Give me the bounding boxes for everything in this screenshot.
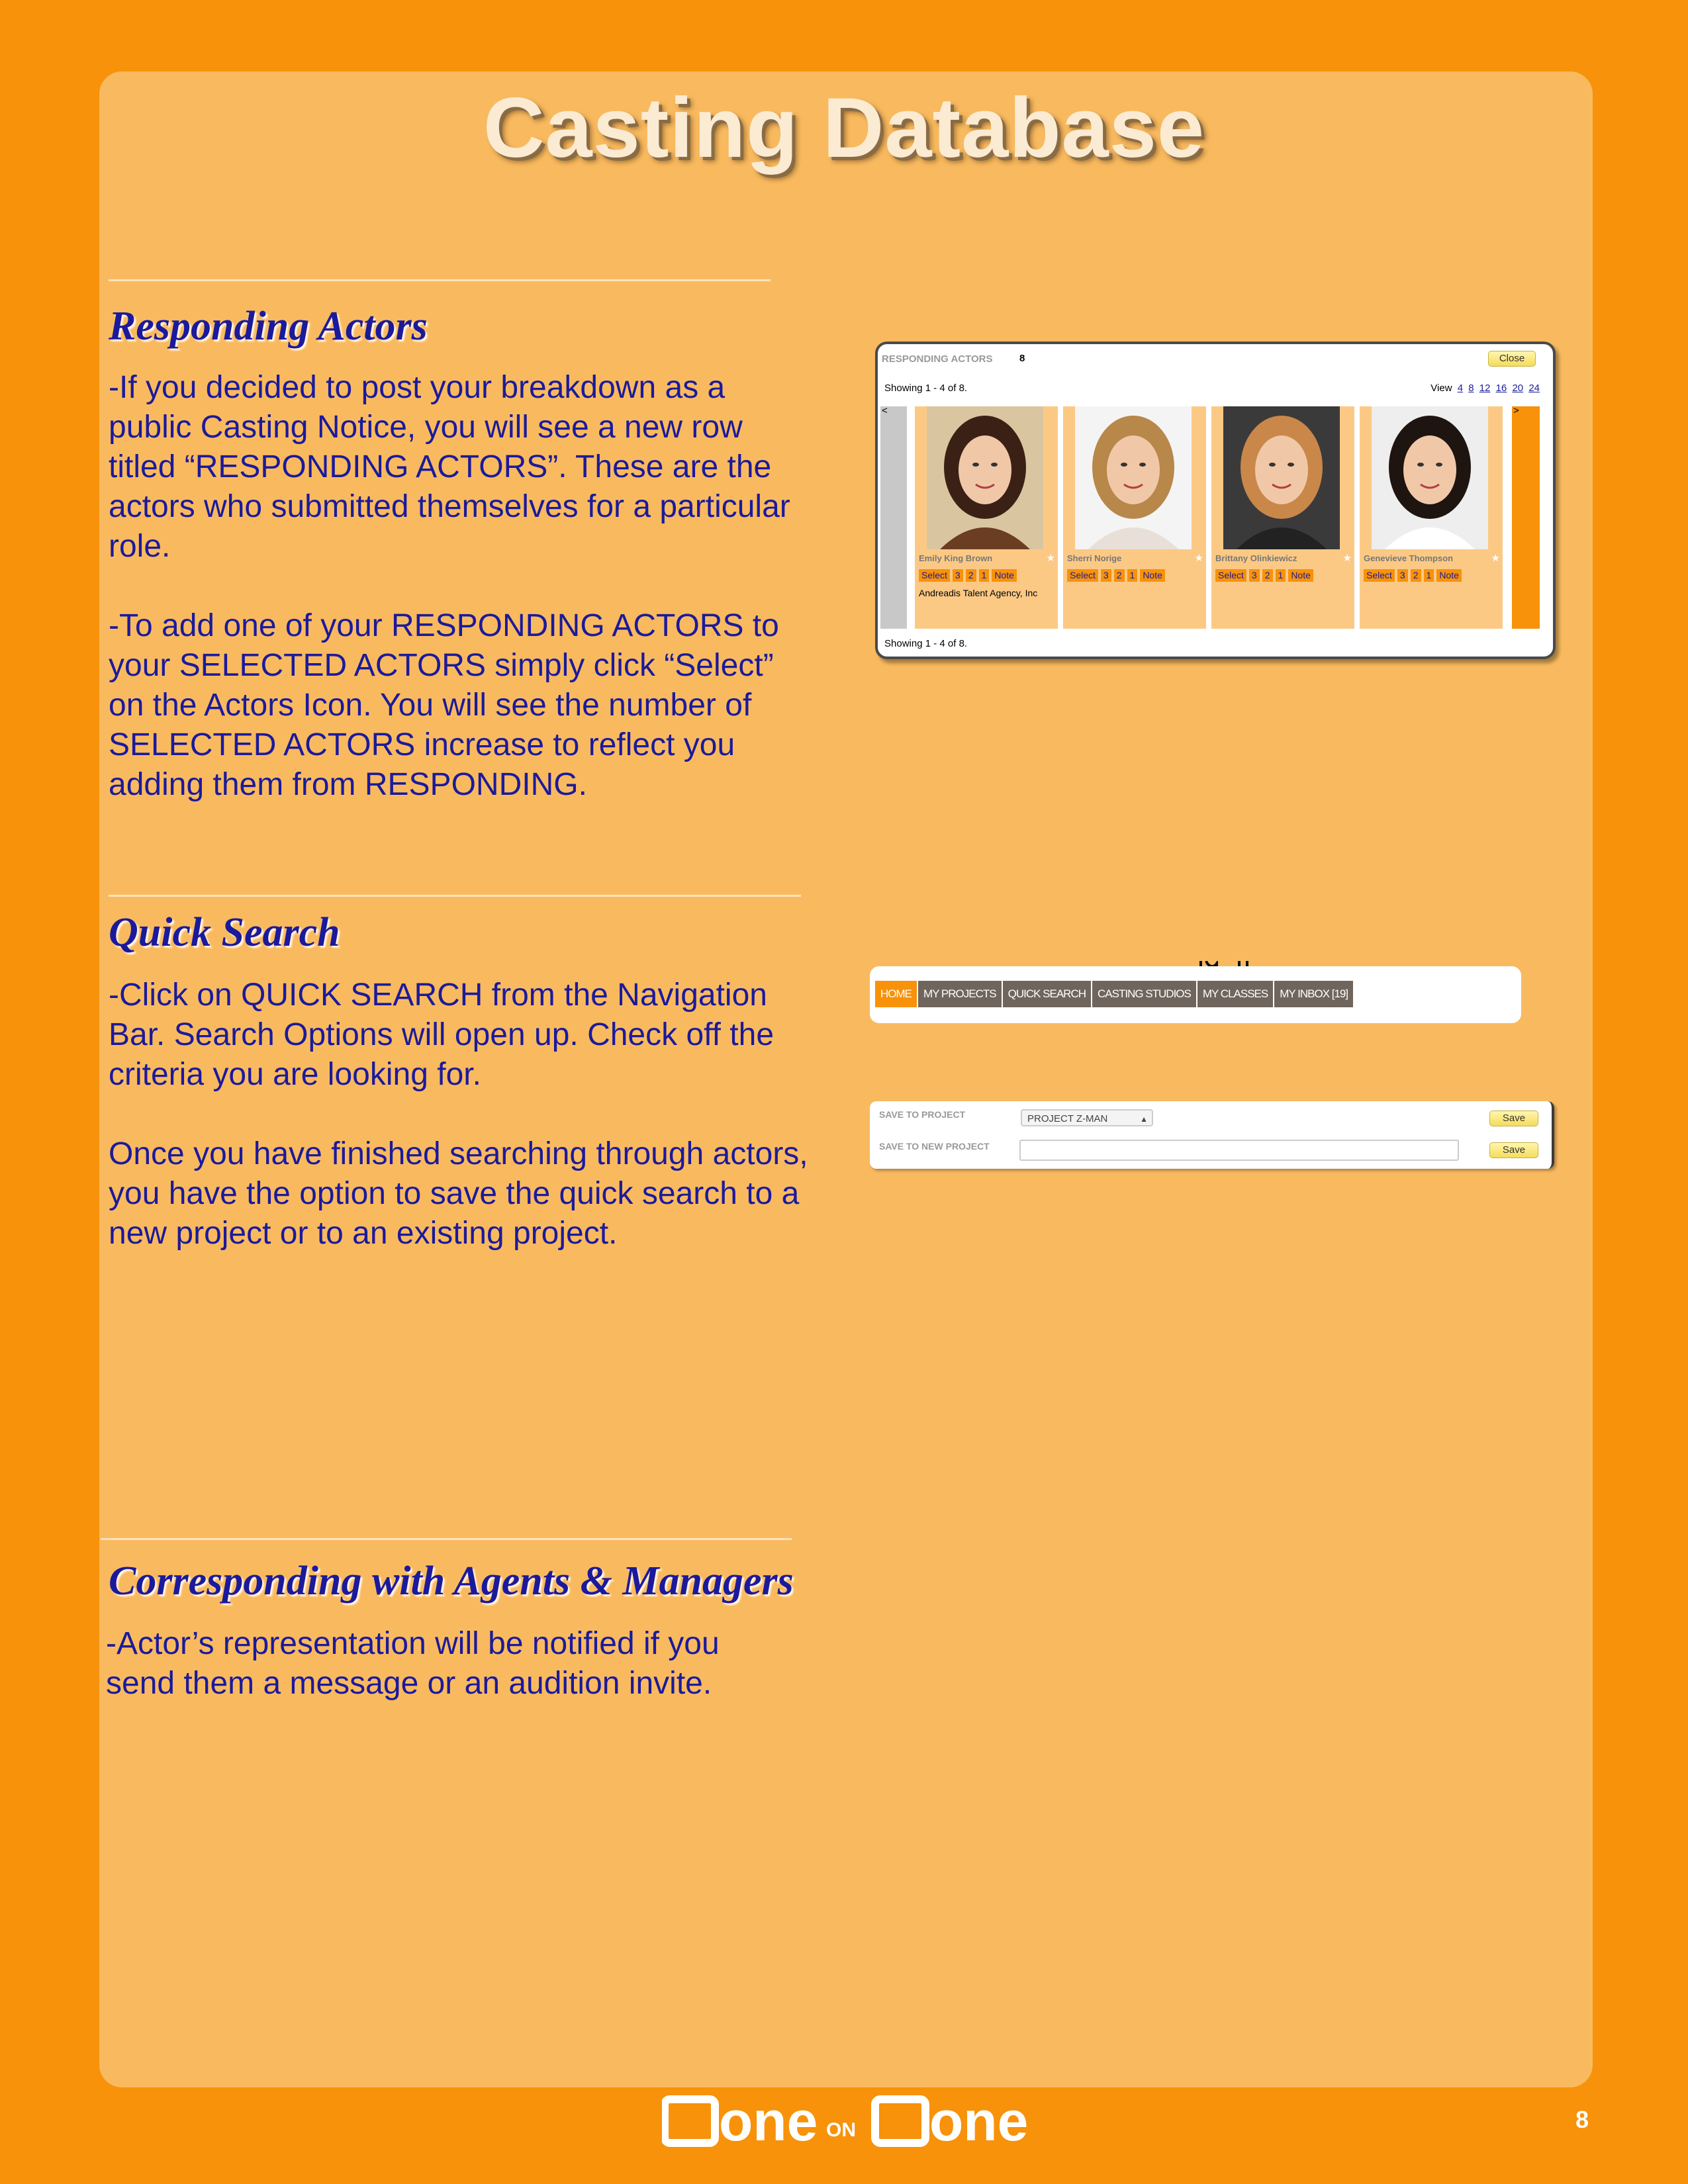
responding-count: 8 (1019, 353, 1025, 364)
save-to-project-label: SAVE TO PROJECT (879, 1109, 966, 1120)
nav-bar (875, 981, 1354, 1007)
view-option-16[interactable]: 16 (1495, 383, 1507, 394)
select-button[interactable]: Select (1215, 569, 1246, 582)
new-project-input[interactable] (1019, 1140, 1459, 1161)
actor-name[interactable]: Emily King Brown (919, 553, 993, 563)
view-option-20[interactable]: 20 (1512, 383, 1524, 394)
rank-2-button[interactable]: 2 (1262, 569, 1273, 582)
logo-right-word: one (929, 2091, 1029, 2151)
save-new-button[interactable]: Save (1489, 1142, 1538, 1158)
rank-1-button[interactable]: 1 (979, 569, 990, 582)
panel-header: RESPONDING ACTORS (882, 353, 993, 365)
actor-actions (919, 569, 1017, 582)
star-icon[interactable]: ★ (1491, 553, 1500, 564)
one-on-one-logo (662, 2091, 1033, 2151)
select-button[interactable]: Select (1364, 569, 1395, 582)
nav-my-classes[interactable]: MY CLASSES (1197, 981, 1274, 1007)
actor-headshot-icon[interactable] (927, 406, 1043, 549)
note-button[interactable]: Note (1288, 569, 1313, 582)
section-divider (109, 895, 801, 897)
rank-2-button[interactable]: 2 (1114, 569, 1125, 582)
nav-quick-search[interactable]: QUICK SEARCH (1003, 981, 1092, 1007)
rank-1-button[interactable]: 1 (1127, 569, 1138, 582)
next-arrow-icon[interactable]: > (1513, 405, 1519, 416)
rank-1-button[interactable]: 1 (1424, 569, 1434, 582)
rank-3-button[interactable]: 3 (953, 569, 963, 582)
actor-agency: Andreadis Talent Agency, Inc (919, 588, 1038, 598)
rank-2-button[interactable]: 2 (1411, 569, 1421, 582)
logo-left-word: one (719, 2091, 818, 2151)
actor-headshot-icon[interactable] (1223, 406, 1340, 549)
note-button[interactable]: Note (992, 569, 1017, 582)
project-select-value: PROJECT Z-MAN (1027, 1113, 1108, 1124)
page-number: 8 (1575, 2106, 1589, 2133)
star-icon[interactable]: ★ (1046, 553, 1055, 564)
nav-casting-studios[interactable]: CASTING STUDIOS (1092, 981, 1197, 1007)
view-option-4[interactable]: 4 (1457, 383, 1464, 394)
nav-home[interactable]: HOME (875, 981, 918, 1007)
select-arrows-icon: ▲ (1140, 1115, 1148, 1124)
actor-actions (1215, 569, 1313, 582)
star-icon[interactable]: ★ (1342, 553, 1352, 564)
heading-corresponding: Corresponding with Agents & Managers (109, 1559, 794, 1604)
heading-responding-actors: Responding Actors (109, 304, 428, 349)
star-icon[interactable]: ★ (1194, 553, 1203, 564)
actor-card[interactable] (915, 406, 1058, 629)
actor-card[interactable] (1360, 406, 1503, 629)
logo-middle-word: ON (826, 2119, 856, 2141)
select-button[interactable]: Select (919, 569, 950, 582)
actor-actions (1067, 569, 1165, 582)
showing-bottom: Showing 1 - 4 of 8. (884, 638, 968, 649)
actor-card[interactable] (1211, 406, 1354, 629)
showing-top: Showing 1 - 4 of 8. (884, 383, 968, 394)
save-to-new-project-label: SAVE TO NEW PROJECT (879, 1141, 990, 1152)
body-responding-actors: -If you decided to post your breakdown as a public Casting Notice, you will see a new row titled “RESPONDING ACTORS”. These are the actors who submitted themselves for a particular role. -To add one of your RESPONDING ACTORS to your SELECTED ACTORS simply click “Select” on the Actors Icon. You will see the number of SELECTED ACTORS increase to reflect you adding them from RESPONDING. (109, 370, 790, 802)
nav-my-inbox[interactable]: MY INBOX [19] (1274, 981, 1354, 1007)
view-option-8[interactable]: 8 (1468, 383, 1474, 394)
prev-arrow-icon[interactable]: < (882, 405, 888, 416)
page-title: Casting Database (483, 81, 1205, 175)
body-corresponding: -Actor’s representation will be notified if you send them a message or an audition invite. (106, 1626, 720, 1701)
rank-3-button[interactable]: 3 (1101, 569, 1111, 582)
note-button[interactable]: Note (1140, 569, 1165, 582)
actor-card[interactable] (1063, 406, 1206, 629)
actor-headshot-icon[interactable] (1075, 406, 1192, 549)
section-divider (101, 1538, 792, 1540)
actor-name[interactable]: Brittany Olinkiewicz (1215, 553, 1297, 563)
rank-1-button[interactable]: 1 (1276, 569, 1286, 582)
navigation-bar-screenshot (870, 966, 1521, 1023)
next-scroll-bar[interactable] (1512, 406, 1540, 629)
save-project-panel (870, 1101, 1554, 1169)
view-option-12[interactable]: 12 (1479, 383, 1491, 394)
prev-scroll-bar[interactable] (880, 406, 907, 629)
view-label: View (1430, 383, 1452, 394)
heading-quick-search: Quick Search (109, 910, 340, 955)
rank-3-button[interactable]: 3 (1249, 569, 1260, 582)
nav-my-projects[interactable]: MY PROJECTS (918, 981, 1003, 1007)
actor-name[interactable]: Sherri Norige (1067, 553, 1122, 563)
actor-name[interactable]: Genevieve Thompson (1364, 553, 1454, 563)
rank-2-button[interactable]: 2 (966, 569, 976, 582)
save-button[interactable]: Save (1489, 1111, 1538, 1126)
rank-3-button[interactable]: 3 (1397, 569, 1408, 582)
body-quick-search: -Click on QUICK SEARCH from the Navigation Bar. Search Options will open up. Check off the criteria you are looking for. Once you have finished searching through actors, you have the option to save the quick search to a new project or to an existing project. (109, 978, 808, 1251)
select-button[interactable]: Select (1067, 569, 1098, 582)
view-option-24[interactable]: 24 (1528, 383, 1540, 394)
section-divider (109, 279, 771, 281)
view-selector (1430, 383, 1540, 394)
actor-actions (1364, 569, 1462, 582)
close-button[interactable]: Close (1488, 351, 1536, 367)
actor-headshot-icon[interactable] (1372, 406, 1488, 549)
project-select[interactable] (1021, 1109, 1153, 1126)
responding-actors-panel (875, 341, 1556, 659)
note-button[interactable]: Note (1436, 569, 1462, 582)
